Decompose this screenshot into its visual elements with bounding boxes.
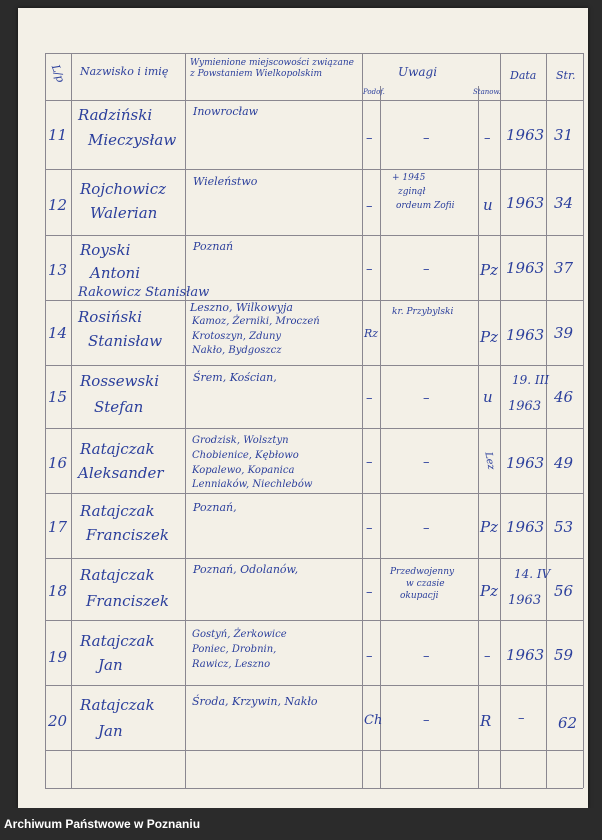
grid-horizontal-line: [45, 493, 583, 494]
grid-vertical-line: [380, 86, 381, 788]
row-date: 1963: [506, 454, 545, 472]
grid-horizontal-line: [45, 620, 583, 621]
row-firstname: Aleksander: [78, 464, 164, 482]
row-rank: Ch: [364, 713, 383, 728]
row-rank: –: [366, 262, 373, 277]
row-date: –: [518, 711, 525, 726]
row-firstname: Stefan: [94, 398, 144, 416]
row-surname: Rossewski: [80, 372, 160, 390]
row-place: Rawicz, Leszno: [192, 659, 271, 670]
grid-vertical-line: [583, 53, 584, 788]
row-surname: Ratajczak: [80, 696, 155, 714]
row-rank: –: [366, 585, 373, 600]
grid-vertical-line: [185, 53, 186, 788]
document-page: [18, 8, 588, 808]
row-note: –: [423, 131, 430, 146]
row-place: Leszno, Wilkowyja: [190, 301, 293, 314]
row-page: 53: [554, 518, 574, 536]
row-date: 1963: [506, 126, 545, 144]
grid-horizontal-line: [45, 365, 583, 366]
row-surname: Rojchowicz: [80, 180, 167, 198]
grid-vertical-line: [362, 53, 363, 788]
grid-horizontal-line: [45, 235, 583, 236]
row-note: –: [423, 262, 430, 277]
row-firstname: Jan: [98, 656, 123, 674]
row-rank: –: [366, 391, 373, 406]
grid-horizontal-line: [45, 300, 583, 301]
grid-vertical-line: [500, 53, 501, 788]
row-status: Pz: [480, 582, 498, 600]
row-note: kr. Przybylski: [392, 307, 454, 317]
row-date: 1963: [506, 194, 545, 212]
row-rank: –: [366, 131, 373, 146]
row-firstname: Stanisław: [88, 332, 163, 350]
row-date: 1963: [506, 518, 545, 536]
grid-horizontal-line: [45, 428, 583, 429]
archive-footer: Archiwum Państwowe w Poznaniu: [0, 808, 602, 840]
row-note: –: [423, 455, 430, 470]
row-page: 56: [554, 582, 574, 600]
row-date: 1963: [508, 593, 542, 608]
row-place: Poniec, Drobnin,: [192, 644, 277, 655]
row-note: ordeum Zofii: [396, 201, 455, 211]
row-note: –: [423, 649, 430, 664]
grid-vertical-line: [546, 53, 547, 788]
row-page: 59: [554, 646, 574, 664]
header-places: Wymienione miejscowości związane z Powstaniem Wielkopolskim: [190, 58, 354, 79]
grid-vertical-line: [45, 53, 46, 788]
row-place: Kamoz, Żerniki, Mroczeń: [192, 316, 320, 327]
row-page: 31: [554, 126, 574, 144]
row-date: 1963: [508, 399, 542, 414]
row-place: Wieleństwo: [193, 175, 258, 188]
row-status: Pz: [480, 518, 498, 536]
row-firstname: Franciszek: [86, 592, 169, 610]
row-place: Śrem, Kościan,: [193, 371, 277, 384]
grid-horizontal-line: [45, 685, 583, 686]
margin-insert: Rakowicz Stanisław: [78, 285, 210, 300]
row-place: Poznań: [193, 240, 234, 253]
grid-horizontal-line: [45, 100, 583, 101]
row-surname: Radziński: [78, 106, 153, 124]
row-rank: –: [366, 649, 373, 664]
row-place: Poznań,: [193, 501, 237, 514]
row-note: –: [423, 521, 430, 536]
row-rank: –: [366, 199, 373, 214]
row-number: 19: [48, 648, 68, 666]
header-name: Nazwisko i imię: [80, 65, 169, 78]
row-number: 18: [48, 582, 68, 600]
row-page: 49: [554, 454, 574, 472]
row-firstname: Mieczysław: [88, 131, 177, 149]
row-note: –: [423, 391, 430, 406]
row-date: 1963: [506, 326, 545, 344]
row-note: zginął: [398, 187, 426, 197]
row-rank: –: [366, 455, 373, 470]
row-date: 19. III: [512, 373, 550, 387]
row-note: + 1945: [392, 173, 426, 183]
row-place: Chobienice, Kębłowo: [192, 450, 299, 461]
row-status: u: [483, 388, 493, 406]
row-firstname: Franciszek: [86, 526, 169, 544]
row-number: 12: [48, 196, 68, 214]
row-status: Pz: [480, 328, 498, 346]
row-rank: –: [366, 521, 373, 536]
header-lp: L/p: [48, 62, 68, 85]
grid-horizontal-line: [45, 558, 583, 559]
row-place: Lenniaków, Niechlebów: [192, 479, 313, 490]
row-number: 17: [48, 518, 68, 536]
header-notes: Uwagi: [398, 65, 438, 79]
row-surname: Ratajczak: [80, 502, 155, 520]
row-status: R: [480, 712, 492, 730]
row-number: 13: [48, 261, 68, 279]
grid-horizontal-line: [45, 169, 583, 170]
row-number: 14: [48, 324, 68, 342]
row-page: 39: [554, 324, 574, 342]
row-number: 16: [48, 454, 68, 472]
row-rank: Rz: [364, 327, 379, 340]
grid-vertical-line: [478, 86, 479, 788]
row-place: Inowrocław: [193, 105, 259, 118]
row-surname: Ratajczak: [80, 440, 155, 458]
row-firstname: Antoni: [90, 264, 141, 282]
row-place: Grodzisk, Wolsztyn: [192, 435, 289, 446]
row-surname: Rosiński: [78, 308, 143, 326]
row-firstname: Walerian: [90, 204, 158, 222]
row-date: 1963: [506, 259, 545, 277]
header-rank: Podof.: [363, 88, 385, 96]
row-note: –: [423, 713, 430, 728]
header-status: Stanow.: [473, 88, 501, 96]
grid-horizontal-line: [45, 788, 583, 789]
grid-vertical-line: [71, 53, 72, 788]
row-status: Pz: [480, 261, 498, 279]
row-status: u: [483, 196, 493, 214]
row-surname: Royski: [80, 241, 131, 259]
row-page: 46: [554, 388, 574, 406]
header-date: Data: [510, 69, 537, 82]
row-place: Poznań, Odolanów,: [193, 563, 299, 576]
row-place: Nakło, Bydgoszcz: [192, 345, 282, 356]
row-status: –: [484, 131, 491, 146]
row-place: Krotoszyn, Zduny: [192, 331, 282, 342]
row-note: okupacji: [400, 591, 439, 601]
row-place: Kopalewo, Kopanica: [192, 465, 295, 476]
row-page: 34: [554, 194, 574, 212]
row-page: 37: [554, 259, 574, 277]
grid-horizontal-line: [45, 53, 583, 54]
row-number: 15: [48, 388, 68, 406]
row-firstname: Jan: [98, 722, 123, 740]
row-number: 20: [48, 712, 68, 730]
row-status: Lez: [482, 451, 497, 471]
row-place: Środa, Krzywin, Nakło: [192, 695, 318, 708]
row-date: 14. IV: [514, 567, 551, 581]
row-note: w czasie: [406, 579, 445, 589]
row-place: Gostyń, Żerkowice: [192, 629, 287, 640]
row-surname: Ratajczak: [80, 566, 155, 584]
grid-horizontal-line: [45, 750, 583, 751]
row-page: 62: [558, 714, 578, 732]
row-status: –: [484, 649, 491, 664]
row-date: 1963: [506, 646, 545, 664]
header-page: Str.: [556, 69, 576, 82]
row-number: 11: [48, 126, 68, 144]
row-note: Przedwojenny: [390, 567, 455, 577]
row-surname: Ratajczak: [80, 632, 155, 650]
